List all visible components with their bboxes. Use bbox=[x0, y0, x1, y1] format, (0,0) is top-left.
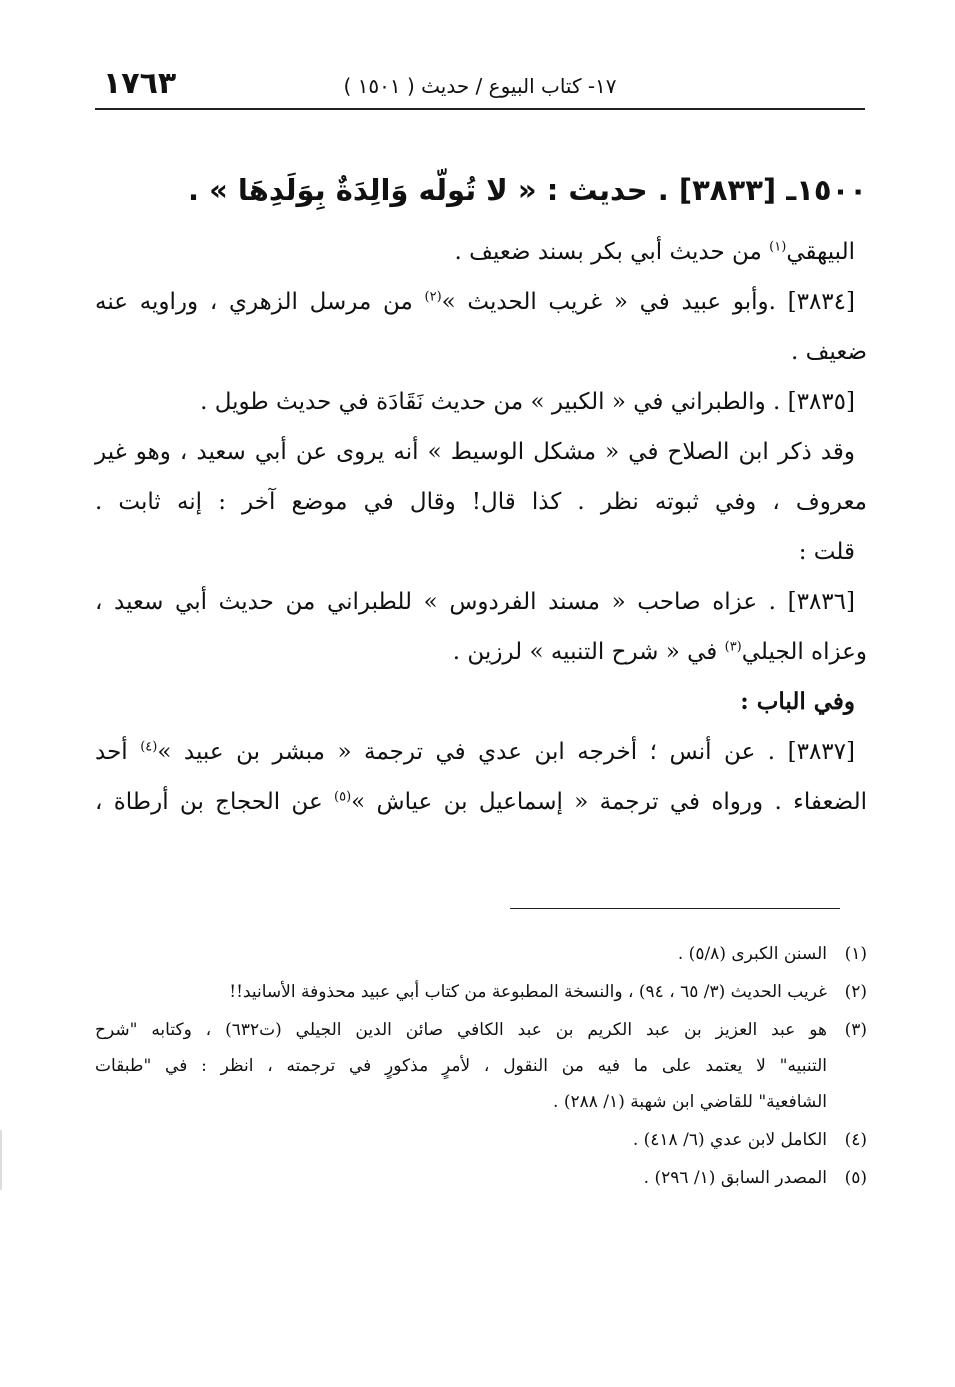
footnote-divider bbox=[510, 908, 840, 909]
footnote-number: (١) bbox=[844, 944, 867, 964]
main-text bbox=[95, 165, 867, 827]
text-segment: الضعفاء . ورواه في ترجمة « إسماعيل بن عياش » bbox=[351, 789, 867, 815]
text-segment: [٣٨٣٧] . عن أنس ؛ أخرجه ابن عدي في ترجمة « مبشر بن عبيد » bbox=[157, 739, 855, 765]
footnote-text bbox=[95, 974, 827, 1010]
scan-edge-mark bbox=[0, 1130, 2, 1190]
footnote-line: التنبيه" لا يعتمد على ما فيه من النقول ، لأمرٍ مذكورٍ في ترجمته ، انظر : في "طبقات bbox=[95, 1056, 827, 1076]
footnote-ref: (٤) bbox=[140, 739, 158, 755]
text-line bbox=[95, 777, 867, 827]
footnote-text bbox=[95, 1160, 827, 1196]
page-header bbox=[95, 62, 865, 110]
footnote-line: هو عبد العزيز بن عبد الكريم بن عبد الكافي صائن الدين الجيلي (ت٦٣٢) ، وكتابه "شرح bbox=[95, 1020, 827, 1040]
text-segment: البيهقي bbox=[786, 239, 855, 265]
footnote bbox=[95, 1160, 867, 1196]
footnote-ref: (٥) bbox=[334, 789, 352, 805]
footnote-text bbox=[95, 936, 827, 972]
text-line: [٣٨٣٥] . والطبراني في « الكبير » من حديث نَقَادَة في حديث طويل . bbox=[200, 389, 855, 415]
text-segment: في « شرح التنبيه » لرزين . bbox=[452, 639, 725, 665]
running-title: ١٧- كتاب البيوع / حديث ( ١٥٠١ ) bbox=[343, 74, 617, 98]
text-line: قلت : bbox=[798, 539, 855, 565]
text-segment: من حديث أبي بكر بسند ضعيف . bbox=[454, 239, 770, 265]
text-line bbox=[95, 277, 867, 327]
text-line: وقد ذكر ابن الصلاح في « مشكل الوسيط » أنه يروى عن أبي سعيد ، وهو غير bbox=[95, 439, 855, 465]
footnote-number: (٤) bbox=[844, 1130, 867, 1150]
footnote bbox=[95, 936, 867, 972]
footnote-line: الكامل لابن عدي (٦/ ٤١٨) . bbox=[632, 1130, 827, 1150]
footnote-line: المصدر السابق (١/ ٢٩٦) . bbox=[643, 1168, 827, 1188]
footnote bbox=[95, 1012, 867, 1120]
text-line: [٣٨٣٦] . عزاه صاحب « مسند الفردوس » للطبراني من حديث أبي سعيد ، bbox=[95, 589, 855, 615]
text-segment: أحد bbox=[95, 739, 141, 765]
text-line bbox=[95, 227, 867, 277]
footnote-text bbox=[95, 1012, 827, 1120]
text-segment: [٣٨٣٤] .وأبو عبيد في « غريب الحديث » bbox=[441, 289, 855, 315]
footnotes bbox=[95, 936, 867, 1198]
footnote bbox=[95, 1122, 867, 1158]
text-segment: وعزاه الجيلي bbox=[741, 639, 867, 665]
footnote-number: (٢) bbox=[844, 982, 867, 1002]
text-segment: عن الحجاج بن أرطاة ، bbox=[95, 789, 334, 815]
footnote-line: السنن الكبرى (٥/٨) . bbox=[677, 944, 827, 964]
section-label: وفي الباب : bbox=[740, 688, 855, 715]
footnote-ref: (٣) bbox=[724, 639, 742, 655]
text-line: معروف ، وفي ثبوته نظر . كذا قال! وقال في موضع آخر : إنه ثابت . bbox=[95, 489, 867, 515]
footnote-ref: (١) bbox=[769, 239, 787, 255]
hadith-heading: ١٥٠٠ـ [٣٨٣٣] . حديث : « لا تُولّه وَالِدَةٌ بِوَلَدِهَا » . bbox=[187, 173, 867, 207]
text-line: ضعيف . bbox=[791, 339, 867, 365]
footnote-number: (٥) bbox=[844, 1168, 867, 1188]
text-line bbox=[95, 627, 867, 677]
footnote-text bbox=[95, 1122, 827, 1158]
page-number: ١٧٦٣ bbox=[103, 66, 177, 101]
footnote-line: غريب الحديث (٣/ ٦٥ ، ٩٤) ، والنسخة المطبوعة من كتاب أبي عبيد محذوفة الأسانيد!! bbox=[229, 982, 827, 1002]
footnote-line: الشافعية" للقاضي ابن شهبة (١/ ٢٨٨) . bbox=[553, 1092, 827, 1112]
text-segment: من مرسل الزهري ، وراويه عنه bbox=[95, 289, 425, 315]
footnote-number: (٣) bbox=[844, 1020, 867, 1040]
footnote bbox=[95, 974, 867, 1010]
footnote-ref: (٢) bbox=[424, 289, 442, 305]
text-line bbox=[95, 727, 867, 777]
